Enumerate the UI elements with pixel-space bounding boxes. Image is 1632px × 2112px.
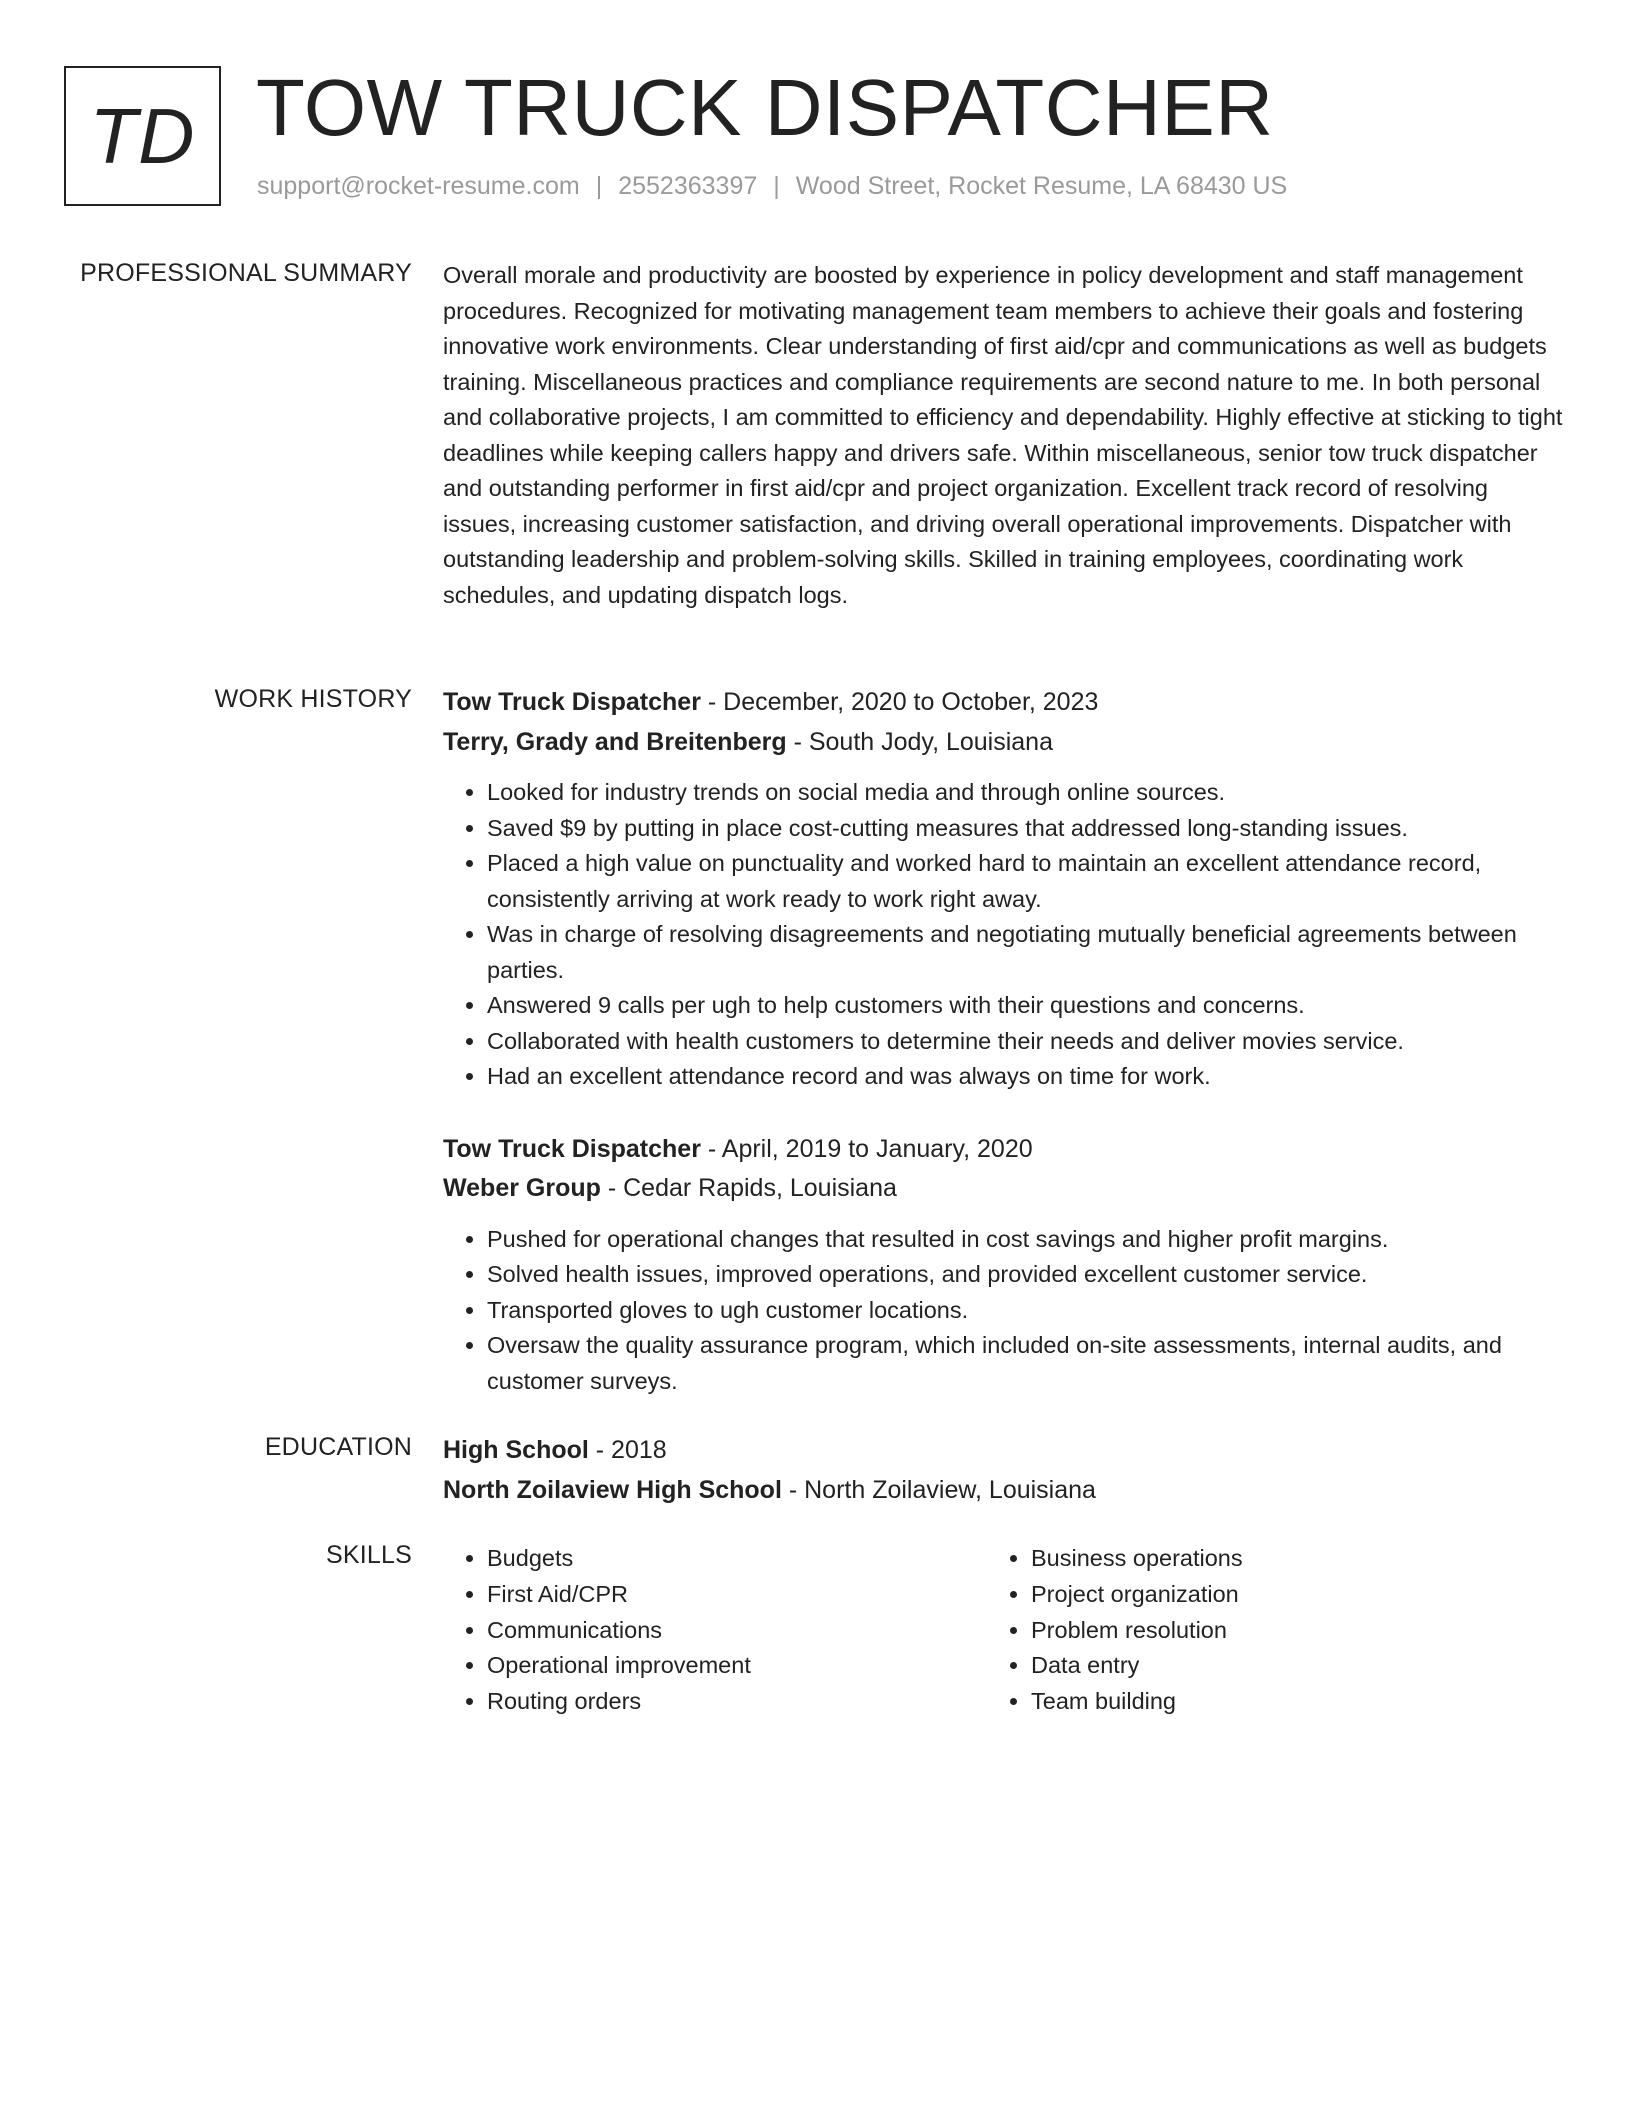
job-entry bbox=[443, 1131, 1563, 1400]
school-location: - North Zoilaview, Louisiana bbox=[781, 1475, 1096, 1504]
job-bullet: • Looked for industry trends on social media and through online sources. bbox=[487, 775, 1563, 811]
contact-separator: | bbox=[595, 172, 603, 200]
contact-line bbox=[257, 172, 1287, 201]
page-title: TOW TRUCK DISPATCHER bbox=[256, 63, 1274, 152]
job-title-line bbox=[443, 1131, 1563, 1169]
company-location: - Cedar Rapids, Louisiana bbox=[600, 1174, 897, 1202]
section-heading: WORK HISTORY bbox=[214, 685, 412, 713]
job-bullet: • Saved $9 by putting in place cost-cutting measures that addressed long-standing issues. bbox=[487, 811, 1563, 847]
section-body bbox=[443, 1432, 1563, 1509]
skill-item: • Budgets bbox=[487, 1541, 987, 1577]
section-body bbox=[443, 1541, 1563, 1720]
skill-item: • Project organization bbox=[1031, 1577, 1551, 1613]
job-title-line bbox=[443, 684, 1563, 722]
job-bullet-list bbox=[443, 775, 1563, 1095]
skill-item: • First Aid/CPR bbox=[487, 1577, 987, 1613]
job-bullet: • Transported gloves to ugh customer locations. bbox=[487, 1293, 1563, 1329]
degree-name: High School bbox=[443, 1436, 589, 1464]
company-location: - South Jody, Louisiana bbox=[786, 727, 1053, 756]
skill-item: • Business operations bbox=[1031, 1541, 1551, 1577]
job-bullet: • Solved health issues, improved operations, and provided excellent customer service. bbox=[487, 1257, 1563, 1293]
skill-item: • Communications bbox=[487, 1613, 987, 1649]
skill-item: • Routing orders bbox=[487, 1684, 987, 1720]
email-text: support@rocket-resume.com bbox=[257, 172, 580, 200]
skill-item: • Team building bbox=[1031, 1684, 1551, 1720]
job-bullet: • Was in charge of resolving disagreements and negotiating mutually beneficial agreements between parties. bbox=[487, 917, 1563, 988]
job-bullet: • Oversaw the quality assurance program, which included on-site assessments, internal audits, and customer surveys. bbox=[487, 1328, 1563, 1399]
job-bullet: • Pushed for operational changes that resulted in cost savings and higher profit margins. bbox=[487, 1222, 1563, 1258]
job-bullet: • Answered 9 calls per ugh to help customers with their questions and concerns. bbox=[487, 988, 1563, 1024]
section-heading: SKILLS bbox=[326, 1541, 412, 1569]
job-title: Tow Truck Dispatcher bbox=[443, 1134, 701, 1163]
job-dates: - April, 2019 to January, 2020 bbox=[700, 1134, 1033, 1163]
section-body bbox=[443, 258, 1563, 613]
graduation-year: - 2018 bbox=[588, 1436, 667, 1464]
company-name: Terry, Grady and Breitenberg bbox=[443, 727, 787, 756]
company-name: Weber Group bbox=[443, 1174, 601, 1202]
job-company-line bbox=[443, 1170, 1563, 1208]
skill-item: • Problem resolution bbox=[1031, 1613, 1551, 1649]
skills-columns bbox=[443, 1541, 1563, 1720]
address-text: Wood Street, Rocket Resume, LA 68430 US bbox=[795, 172, 1288, 200]
job-dates: - December, 2020 to October, 2023 bbox=[700, 688, 1099, 716]
school-name: North Zoilaview High School bbox=[443, 1475, 782, 1504]
job-bullet-list bbox=[443, 1222, 1563, 1400]
skills-list-left bbox=[443, 1541, 987, 1720]
monogram-logo: TD bbox=[64, 66, 221, 206]
job-company-line bbox=[443, 724, 1563, 762]
job-bullet: • Placed a high value on punctuality and worked hard to maintain an excellent attendance record, consistently arriving at work ready to work right away. bbox=[487, 846, 1563, 917]
job-bullet: • Had an excellent attendance record and was always on time for work. bbox=[487, 1059, 1563, 1095]
skills-list-right bbox=[987, 1541, 1551, 1720]
section-heading: EDUCATION bbox=[264, 1433, 412, 1461]
section-heading: PROFESSIONAL SUMMARY bbox=[80, 259, 412, 287]
job-entry bbox=[443, 684, 1563, 1095]
section-body bbox=[443, 684, 1563, 1435]
contact-separator: | bbox=[773, 172, 780, 200]
phone-text: 2552363397 bbox=[618, 172, 758, 200]
skill-item: • Data entry bbox=[1031, 1648, 1551, 1684]
job-bullet: • Collaborated with health customers to determine their needs and deliver movies service. bbox=[487, 1024, 1563, 1060]
resume-header bbox=[64, 63, 1564, 216]
education-degree-line bbox=[443, 1432, 1563, 1470]
summary-text: Overall morale and productivity are boosted by experience in policy development and staff management procedures. Recognized for motivating management team members to achieve their goals and fostering innovative work environments. Clear understanding of first aid/cpr and communications as well as budgets training. Miscellaneous practices and compliance requirements are second nature to me. In both personal and collaborative projects, I am committed to efficiency and dependability. Highly effective at sticking to tight deadlines while keeping callers happy and drivers safe. Within miscellaneous, senior tow truck dispatcher and outstanding performer in first aid/cpr and project organization. Excellent track record of resolving issues, increasing customer satisfaction, and driving overall operational improvements. Dispatcher with outstanding leadership and problem-solving skills. Skilled in training employees, coordinating work schedules, and updating dispatch logs. bbox=[443, 262, 1563, 608]
skill-item: • Operational improvement bbox=[487, 1648, 987, 1684]
education-school-line bbox=[443, 1472, 1563, 1510]
job-title: Tow Truck Dispatcher bbox=[443, 688, 701, 716]
